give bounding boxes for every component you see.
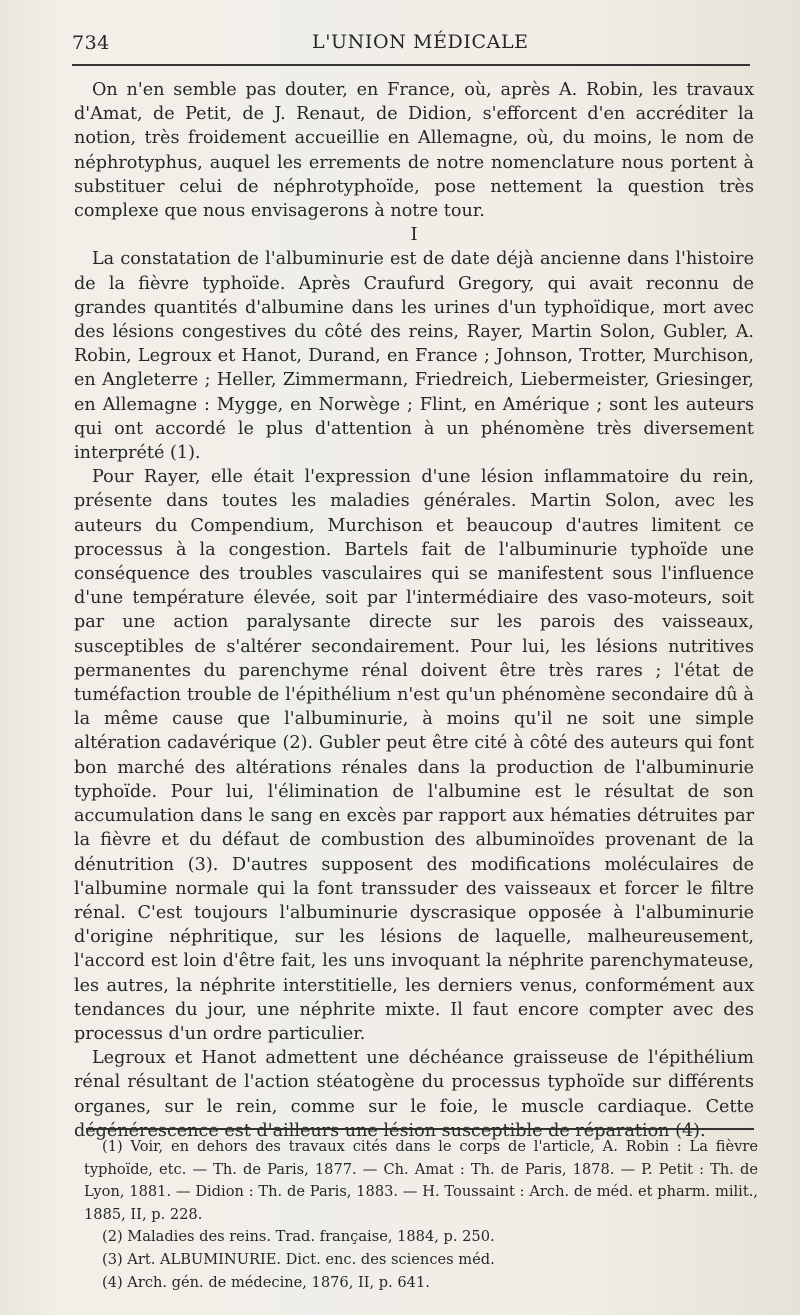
paragraph-2: La constatation de l'albuminurie est de date déjà ancienne dans l'histoire de la fièvre typhoïde. Après Craufurd Gregory, qui avait reconnu de grandes quantités d'albumine dans les urines d'un typhoïdique, mort avec des lésions congestives du côté des reins, Rayer, Martin Solon, Gubler, A. Robin, Legroux et Hanot, Durand, en France ; Johnson, Trotter, Murchison, en Angleterre ; Heller, Zimmermann, Friedreich, Liebermeister, Griesinger, en Allemagne : Mygge, en Norwège ; Flint, en Amérique ; sont les auteurs qui ont accordé le plus d'attention à un phénomène très diversement interprété (1). xyxy=(74,249,754,464)
footnote-2: (2) Maladies des reins. Trad. française, 1884, p. 250. xyxy=(102,1228,495,1246)
running-title: L'UNION MÉDICALE xyxy=(312,31,529,53)
paragraph-1: On n'en semble pas douter, en France, où, après A. Robin, les travaux d'Amat, de Petit, de J. Renaut, de Didion, s'efforcent d'en accréditer la notion, très froidement accueillie en Allemagne, où, du moins, le nom de néphrotyphus, auquel les errements de notre nomenclature nous portent à substituer celui de néphrotyphoïde, pose nettement la question très complexe que nous envisagerons à notre tour. xyxy=(74,80,754,222)
page-number: 734 xyxy=(72,32,110,54)
paragraph-4: Legroux et Hanot admettent une déchéance graisseuse de l'épithélium rénal résultant de l'action stéatogène du processus typhoïde sur différents organes, sur le rein, comme sur le foie, le muscle cardiaque. Cette dégénérescence est d'ailleurs une lésion susceptible de réparation (4). xyxy=(74,1048,754,1141)
footnote-4: (4) Arch. gén. de médecine, 1876, II, p. 641. xyxy=(102,1273,430,1291)
footnote-1: (1) Voir, en dehors des travaux cités dans le corps de l'article, A. Robin : La fièvre typhoïde, etc. — Th. de Paris, 1877. — Ch. Amat : Th. de Paris, 1878. — P. Petit : Th. de Lyon, 1881. — Didion : Th. de Paris, 1883. — H. Toussaint : Arch. de méd. et pharm. milit., 1885, II, p. 228. xyxy=(84,1138,758,1223)
footnote-3: (3) Art. ALBUMINURIE. Dict. enc. des sciences méd. xyxy=(102,1250,495,1268)
paragraph-3: Pour Rayer, elle était l'expression d'une lésion inflammatoire du rein, présente dans toutes les maladies générales. Martin Solon, avec les auteurs du Compendium, Murchison et beaucoup d'autres limitent ce processus à la congestion. Bartels fait de l'albuminurie typhoïde une conséquence des troubles vasculaires qui se manifestent sous l'influence d'une température élevée, soit par l'intermédiaire des vaso-moteurs, soit par une action paralysante directe sur les parois des vaisseaux, susceptibles de s'altérer secondairement. Pour lui, les lésions nutritives permanentes du parenchyme rénal doivent être très rares ; l'état de tuméfaction trouble de l'épithélium n'est qu'un phénomène secondaire dû à la même cause que l'albuminurie, à moins qu'il ne soit une simple altération cadavérique (2). Gubler peut être cité à côté des auteurs qui font bon marché des altérations rénales dans la production de l'albuminurie typhoïde. Pour lui, l'élimination de l'albumine est le résultat de son accumulation dans le sang en excès par rapport aux hématies détruites par la fièvre et du défaut de combustion des albuminoïdes provenant de la dénutrition (3). D'autres supposent des modifications moléculaires de l'albumine normale qui la font transsuder des vaisseaux et forcer le filtre rénal. C'est toujours l'albuminurie dyscrasique opposée à l'albuminurie d'origine néphritique, sur les lésions de laquelle, malheureusement, l'accord est loin d'être fait, les uns invoquant la néphrite parenchymateuse, les autres, la néphrite interstitielle, les derniers venus, conformément aux tendances du jour, une néphrite mixte. Il faut encore compter avec des processus d'un ordre particulier. xyxy=(74,467,754,1044)
page-header xyxy=(62,28,752,58)
header-rule xyxy=(72,64,750,66)
section-numeral: I xyxy=(410,224,418,246)
body-text xyxy=(74,78,754,1143)
footnotes xyxy=(84,1136,758,1294)
footnote-rule xyxy=(86,1128,754,1130)
